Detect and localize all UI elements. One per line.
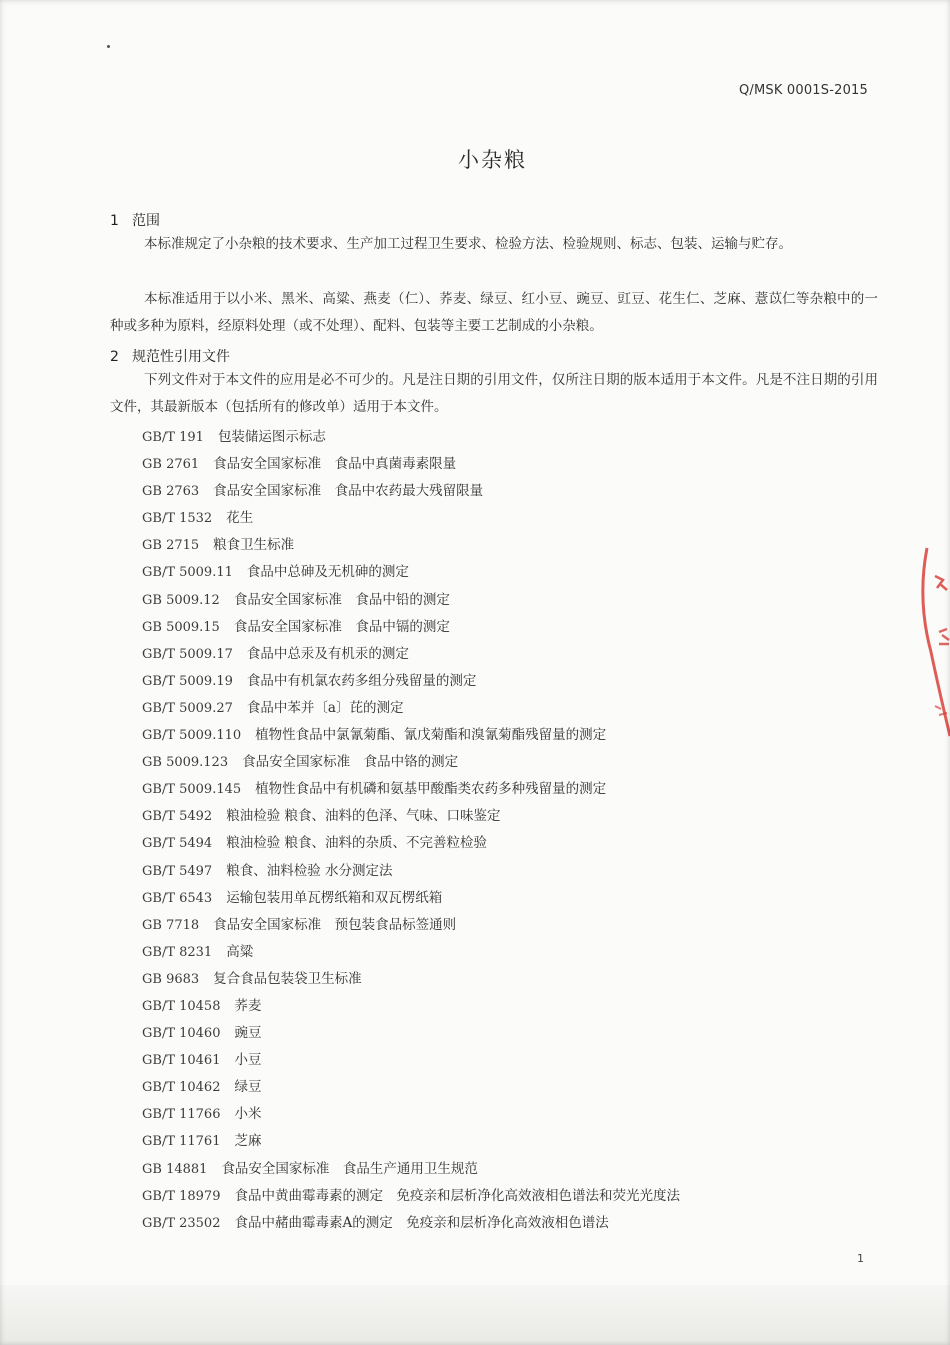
paragraph: 本标准规定了小杂粮的技术要求、生产加工过程卫生要求、检验方法、检验规则、标志、包装、运输与贮存。 [144,236,792,252]
reference-code: GB/T 11766 [142,1107,221,1123]
reference-code: GB 9683 [142,971,200,987]
reference-item [142,803,680,830]
reference-code: GB 2763 [142,484,200,500]
reference-title: 粮食卫生标准 [213,537,295,554]
reference-code: GB/T 5009.19 [142,673,233,689]
reference-code: GB 5009.15 [142,619,220,635]
reference-title: 食品安全国家标准 食品生产通用卫生规范 [221,1160,478,1177]
reference-item [142,749,680,776]
reference-code: GB 5009.12 [142,592,220,608]
reference-item [142,722,680,749]
reference-title: 食品安全国家标准 食品中铅的测定 [233,591,450,608]
page-number: 1 [857,1252,864,1265]
reference-item [142,1074,680,1101]
reference-title: 高粱 [226,943,254,960]
reference-code: GB/T 10462 [142,1080,221,1096]
reference-item [142,939,680,966]
reference-title: 运输包装用单瓦楞纸箱和双瓦楞纸箱 [226,889,443,906]
reference-title: 食品安全国家标准 食品中农药最大残留限量 [213,483,484,500]
reference-list [142,424,680,1237]
reference-code: GB/T 5009.27 [142,700,233,716]
reference-item [142,1183,680,1210]
section-number: 1 [110,213,119,229]
reference-item [142,641,680,668]
red-seal-fragment [905,540,950,740]
reference-code: GB/T 5009.110 [142,728,242,744]
reference-title: 小豆 [234,1052,262,1069]
reference-title: 粮油检验 粮食、油料的色泽、气味、口味鉴定 [226,808,501,825]
reference-code: GB/T 11761 [142,1134,221,1150]
reference-title: 食品中苯并〔a〕芘的测定 [246,699,404,716]
section-title: 范围 [132,213,160,229]
reference-item [142,424,680,451]
reference-title: 食品安全国家标准 食品中真菌毒素限量 [213,456,457,473]
reference-title: 豌豆 [234,1025,262,1042]
reference-code: GB 7718 [142,917,200,933]
reference-item [142,478,680,505]
reference-code: GB/T 5009.145 [142,782,242,798]
reference-item [142,614,680,641]
reference-item [142,1210,680,1237]
reference-code: GB 2715 [142,538,200,554]
reference-title: 食品中总汞及有机汞的测定 [246,645,409,662]
section-heading-scope [110,210,160,230]
reference-title: 绿豆 [234,1079,262,1096]
reference-item [142,532,680,559]
paragraph: 本标准适用于以小米、黑米、高粱、燕麦（仁）、荞麦、绿豆、红小豆、豌豆、豇豆、花生仁、芝麻、薏苡仁等杂粮中的一种或多种为原料，经原料处理（或不处理）、配料、包装等主要工艺制成的小杂粮。 [110,291,878,334]
reference-code: GB 14881 [142,1161,208,1177]
reference-item [142,559,680,586]
reference-item [142,1101,680,1128]
reference-item [142,451,680,478]
reference-title: 食品中黄曲霉毒素的测定 免疫亲和层析净化高效液相色谱法和荧光光度法 [234,1187,680,1204]
reference-title: 植物性食品中氯氰菊酯、氰戊菊酯和溴氰菊酯残留量的测定 [255,727,607,744]
reference-code: GB/T 5494 [142,836,213,852]
reference-item [142,668,680,695]
reference-code: GB/T 18979 [142,1188,221,1204]
reference-code: GB/T 8231 [142,944,213,960]
reference-code: GB/T 5497 [142,863,213,879]
reference-item [142,1020,680,1047]
reference-title: 粮食、油料检验 水分测定法 [226,862,393,879]
reference-title: 食品安全国家标准 预包装食品标签通则 [213,916,457,933]
document-title: 小杂粮 [458,148,527,172]
reference-code: GB/T 10460 [142,1026,221,1042]
reference-title: 包装储运图示标志 [217,429,326,445]
section-number: 2 [110,349,119,365]
section-title: 规范性引用文件 [132,349,230,365]
reference-code: GB/T 10461 [142,1053,221,1069]
reference-code: GB/T 6543 [142,890,213,906]
section-heading-normative-references [110,346,230,366]
reference-code: GB/T 5009.11 [142,565,233,581]
reference-item [142,830,680,857]
reference-code: GB/T 5492 [142,809,213,825]
reference-title: 花生 [226,510,254,527]
reference-title: 食品中总砷及无机砷的测定 [246,564,409,581]
reference-title: 复合食品包装袋卫生标准 [213,970,362,987]
reference-title: 食品安全国家标准 食品中铬的测定 [242,754,459,771]
reference-item [142,587,680,614]
reference-title: 植物性食品中有机磷和氨基甲酸酯类农药多种残留量的测定 [255,781,607,798]
reference-title: 芝麻 [234,1133,262,1150]
reference-item [142,966,680,993]
reference-code: GB/T 1532 [142,511,213,527]
paragraph: 下列文件对于本文件的应用是必不可少的。凡是注日期的引用文件，仅所注日期的版本适用于本文件。凡是不注日期的引用文件，其最新版本（包括所有的修改单）适用于本文件。 [110,372,878,415]
reference-item [142,858,680,885]
reference-title: 食品中赭曲霉毒素A的测定 免疫亲和层析净化高效液相色谱法 [234,1214,609,1231]
reference-title: 食品安全国家标准 食品中镉的测定 [233,618,450,635]
reference-code: GB/T 23502 [142,1215,221,1231]
reference-item [142,1156,680,1183]
reference-title: 荞麦 [234,997,262,1014]
reference-code: GB/T 5009.17 [142,646,233,662]
reference-code: GB 2761 [142,457,200,473]
reference-item [142,695,680,722]
reference-code: GB/T 10458 [142,998,221,1014]
reference-item [142,993,680,1020]
reference-title: 食品中有机氯农药多组分残留量的测定 [246,672,477,689]
reference-code: GB/T 191 [142,430,204,445]
reference-item [142,1047,680,1074]
reference-title: 粮油检验 粮食、油料的杂质、不完善粒检验 [226,835,488,852]
reference-item [142,885,680,912]
scan-bottom-edge [0,1285,950,1345]
document-code: Q/MSK 0001S-2015 [738,83,868,98]
reference-item [142,776,680,803]
reference-code: GB 5009.123 [142,755,229,771]
reference-item [142,505,680,532]
reference-title: 小米 [234,1106,262,1123]
reference-item [142,1128,680,1155]
reference-item [142,912,680,939]
scan-speck [107,45,110,48]
